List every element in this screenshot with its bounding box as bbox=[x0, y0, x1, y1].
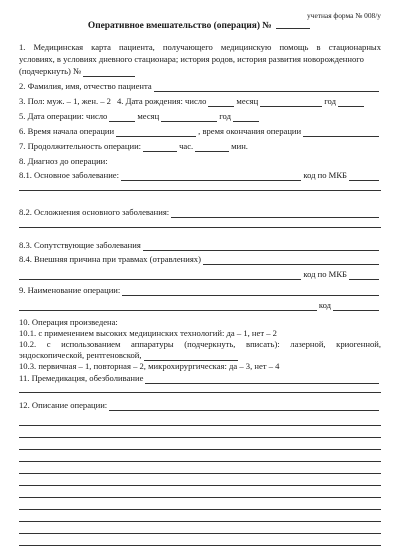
operation-code-field[interactable] bbox=[333, 302, 379, 311]
patient-name-field[interactable] bbox=[154, 83, 379, 92]
operation-name-label: 9. Наименование операции: bbox=[19, 285, 121, 295]
premedication-extra-line[interactable] bbox=[19, 392, 381, 393]
comorbidities-field[interactable] bbox=[143, 242, 379, 251]
operation-month-field[interactable] bbox=[161, 113, 217, 122]
duration-min-field[interactable] bbox=[195, 143, 229, 152]
patient-name-label: 2. Фамилия, имя, отчество пациента bbox=[19, 81, 152, 91]
item10-3-row bbox=[19, 361, 381, 372]
operation-name-extra-field[interactable] bbox=[19, 302, 317, 311]
external-cause-icd-field[interactable] bbox=[349, 271, 379, 280]
item8-1-row bbox=[19, 170, 381, 181]
item8-3-row bbox=[19, 240, 381, 251]
item1-line3 bbox=[19, 66, 381, 77]
external-cause-field[interactable] bbox=[203, 256, 379, 265]
operation-description-label: 12. Описание операции: bbox=[19, 400, 108, 410]
description-line[interactable] bbox=[19, 473, 381, 474]
description-line[interactable] bbox=[19, 485, 381, 486]
complications-extra-line[interactable] bbox=[19, 227, 381, 228]
item10-1-row bbox=[19, 328, 381, 339]
complications-field[interactable] bbox=[171, 209, 379, 218]
main-disease-label: 8.1. Основное заболевание: bbox=[19, 170, 120, 180]
operation-year-field[interactable] bbox=[233, 113, 259, 122]
duration-label: 7. Продолжительность операции: bbox=[19, 141, 142, 151]
comorbidities-label: 8.3. Сопутствующие заболевания bbox=[19, 240, 141, 250]
item8-row bbox=[19, 156, 381, 167]
equipment-label: эндоскопической, рентгеновской, bbox=[19, 350, 142, 360]
operation-year-label: год bbox=[219, 111, 231, 121]
duration-hours-field[interactable] bbox=[143, 143, 177, 152]
item1-line2: условиях, в условиях дневного стационара; история родов, история развития новорожденного bbox=[19, 54, 364, 64]
description-line[interactable] bbox=[19, 425, 381, 426]
dob-month-label: месяц bbox=[236, 96, 259, 106]
item12-row bbox=[19, 400, 381, 411]
high-tech-label: 10.1. с применением высоких медицинских технологий: да – 1, нет – 2 bbox=[19, 328, 277, 338]
end-time-field[interactable] bbox=[303, 128, 379, 137]
external-cause-label: 8.4. Внешняя причина при травмах (отравлениях) bbox=[19, 254, 201, 264]
item8-4-row bbox=[19, 254, 381, 265]
description-line[interactable] bbox=[19, 461, 381, 462]
dob-year-label: год bbox=[324, 96, 336, 106]
item9-row bbox=[19, 285, 381, 296]
operation-number-field[interactable] bbox=[276, 20, 310, 29]
item10-2-line1: 10.2. с использованием аппаратуры (подчеркнуть, вписать): лазерной, криогенной, bbox=[19, 339, 381, 349]
diagnosis-label: 8. Диагноз до операции: bbox=[19, 156, 108, 166]
medical-card-number-field[interactable] bbox=[83, 68, 135, 77]
main-disease-icd-field[interactable] bbox=[349, 172, 379, 181]
description-line[interactable] bbox=[19, 497, 381, 498]
operation-month-label: месяц bbox=[137, 111, 160, 121]
equipment-field[interactable] bbox=[144, 352, 238, 361]
form-title-text: Оперативное вмешательство (операция) № bbox=[87, 21, 272, 31]
operation-description-field[interactable] bbox=[109, 402, 379, 411]
item10-row bbox=[19, 317, 381, 328]
operation-day-field[interactable] bbox=[109, 113, 135, 122]
premedication-field[interactable] bbox=[145, 375, 379, 384]
dob-label: 4. Дата рождения: число bbox=[116, 96, 207, 106]
start-time-label: 6. Время начала операции bbox=[19, 126, 115, 136]
external-cause-extra-field[interactable] bbox=[19, 271, 301, 280]
operation-code-label: код bbox=[318, 300, 331, 310]
description-line[interactable] bbox=[19, 437, 381, 438]
dob-month-field[interactable] bbox=[260, 98, 322, 107]
item11-row bbox=[19, 373, 381, 384]
form-type-label: учетная форма № 008/у bbox=[307, 11, 381, 20]
main-disease-extra-line[interactable] bbox=[19, 190, 381, 191]
premedication-label: 11. Премедикация, обезболивание bbox=[19, 373, 144, 383]
start-time-field[interactable] bbox=[116, 128, 196, 137]
item10-2-line2 bbox=[19, 350, 381, 361]
min-label: мин. bbox=[231, 141, 248, 151]
main-disease-field[interactable] bbox=[121, 172, 301, 181]
sex-label: 3. Пол: муж. – 1, жен. – 2 bbox=[19, 96, 111, 106]
operation-name-field[interactable] bbox=[122, 287, 379, 296]
item2-row bbox=[19, 81, 381, 92]
item6-row bbox=[19, 126, 381, 137]
item3-4-row bbox=[19, 96, 381, 107]
dob-day-field[interactable] bbox=[208, 98, 234, 107]
dob-year-field[interactable] bbox=[338, 98, 364, 107]
item9-code-row bbox=[19, 300, 381, 311]
operation-date-label: 5. Дата операции: число bbox=[19, 111, 108, 121]
item8-4-icd-row bbox=[19, 269, 381, 280]
description-line[interactable] bbox=[19, 521, 381, 522]
item1-line1: 1. Медицинская карта пациента, получающего медицинскую помощь в стационарных bbox=[19, 42, 381, 52]
description-line[interactable] bbox=[19, 533, 381, 534]
item1-line3-text: (подчеркнуть) № bbox=[19, 66, 82, 76]
description-line[interactable] bbox=[19, 449, 381, 450]
item5-row bbox=[19, 111, 381, 122]
operation-performed-label: 10. Операция произведена: bbox=[19, 317, 118, 327]
form-title bbox=[0, 20, 400, 31]
item8-2-row bbox=[19, 207, 381, 218]
item7-row bbox=[19, 141, 381, 152]
hours-label: час. bbox=[179, 141, 194, 151]
main-disease-icd-label: код по МКБ bbox=[303, 170, 347, 180]
complications-label: 8.2. Осложнения основного заболевания: bbox=[19, 207, 170, 217]
description-line[interactable] bbox=[19, 509, 381, 510]
primary-repeat-label: 10.3. первичная – 1, повторная – 2, микрохирургическая: да – 3, нет – 4 bbox=[19, 361, 280, 371]
description-line[interactable] bbox=[19, 545, 381, 546]
end-time-label: , время окончания операции bbox=[198, 126, 302, 136]
external-cause-icd-label: код по МКБ bbox=[303, 269, 347, 279]
